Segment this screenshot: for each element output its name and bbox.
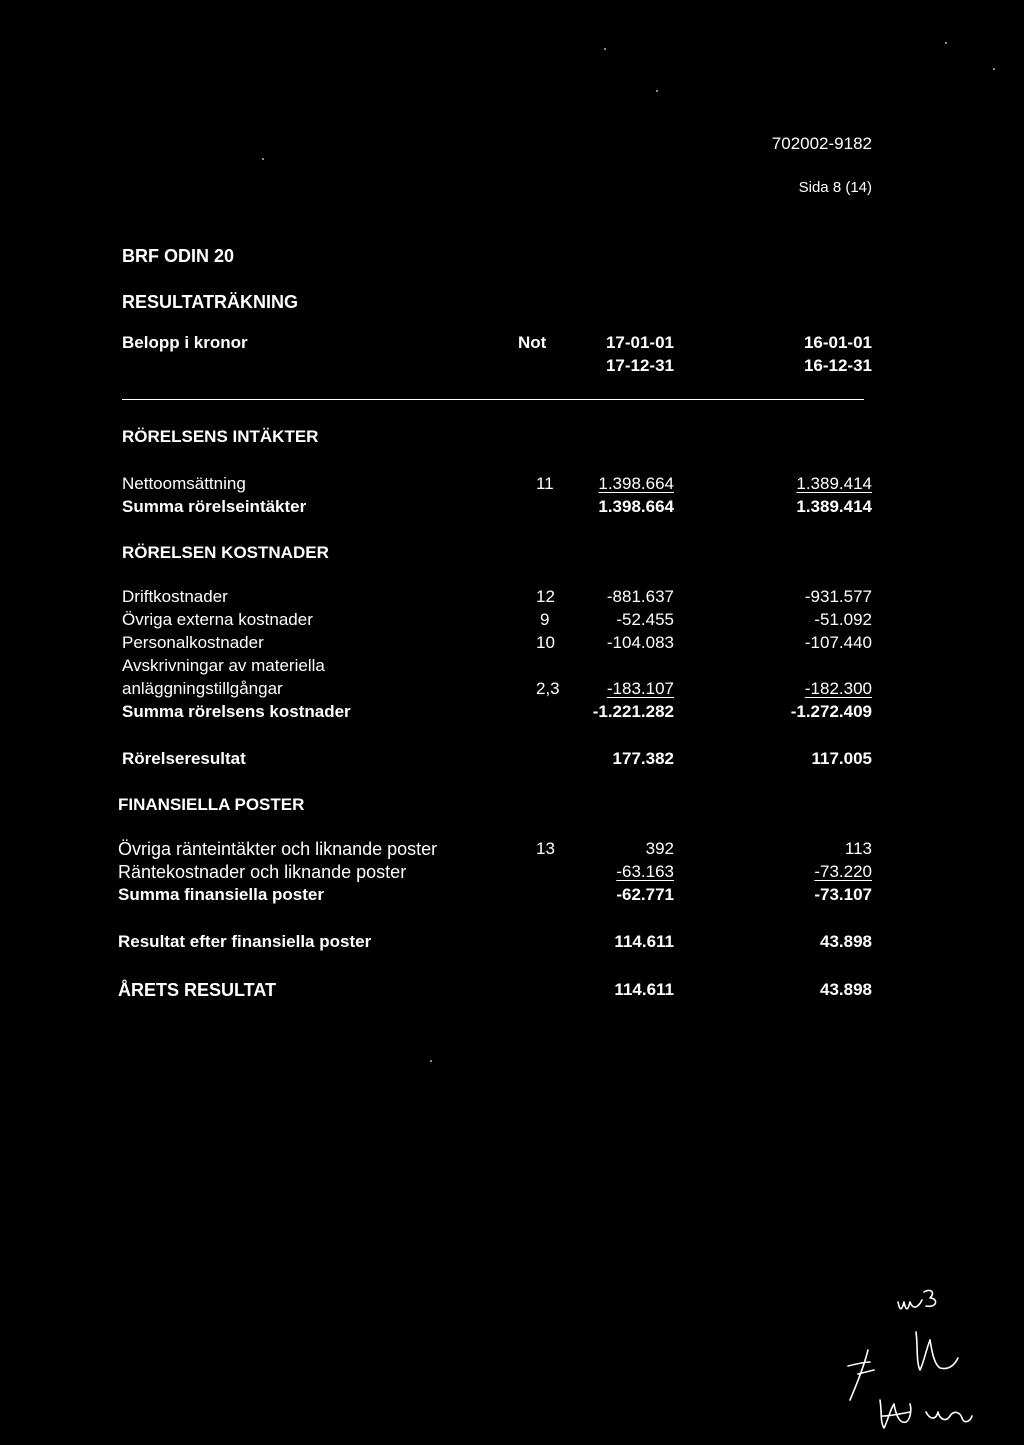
row-note: 13 [536,839,555,858]
row-previous: 1.389.414 [796,474,872,493]
page-label: Sida 8 (14) [798,179,872,196]
note-column-header: Not [518,333,547,352]
scan-speck [604,48,606,50]
operating-result-previous: 117.005 [811,749,872,768]
financial-heading: FINANSIELLA POSTER [118,795,305,814]
previous-period-to: 16-12-31 [803,356,872,375]
company-name: BRF ODIN 20 [122,246,235,266]
row-previous: -931.577 [804,587,872,606]
row-note: 12 [536,587,555,606]
scan-speck [430,1060,432,1062]
row-current: -183.107 [606,679,674,698]
current-period-to: 17-12-31 [605,356,674,375]
row-previous: -51.092 [814,610,872,629]
row-previous: -182.300 [804,679,872,698]
previous-period-from: 16-01-01 [803,333,872,352]
row-label: Räntekostnader och liknande poster [118,862,407,882]
org-number: 702002-9182 [771,134,872,153]
row-note: 2,3 [536,679,560,698]
row-previous: -107.440 [804,633,872,652]
result-after-financial-label: Resultat efter finansiella poster [118,932,372,951]
scan-speck [262,158,264,160]
row-current: 1.398.664 [598,497,674,516]
result-after-financial-previous: 43.898 [820,932,872,951]
row-previous: -73.107 [814,885,872,904]
year-result-previous: 43.898 [820,980,872,999]
row-note: 11 [536,474,554,493]
row-label: Driftkostnader [122,587,228,606]
income-heading: RÖRELSENS INTÄKTER [122,427,319,446]
current-period-from: 17-01-01 [605,333,674,352]
row-current: -1.221.282 [592,702,674,721]
operating-result-current: 177.382 [612,749,674,768]
operating-result-label: Rörelseresultat [122,749,246,768]
row-current: -52.455 [616,610,674,629]
row-label: Summa finansiella poster [118,885,324,904]
row-label: Avskrivningar av materiella [122,656,325,675]
row-current: 1.398.664 [598,474,674,493]
scan-speck [993,68,995,70]
scan-speck [945,42,947,44]
row-label: Övriga ränteintäkter och liknande poster [118,839,438,859]
report-title: RESULTATRÄKNING [122,292,298,312]
row-current: -104.083 [606,633,674,652]
row-label: Nettoomsättning [122,474,246,493]
costs-heading: RÖRELSEN KOSTNADER [122,543,329,562]
row-previous: 113 [844,839,872,858]
row-previous: -1.272.409 [790,702,872,721]
row-current: -881.637 [606,587,674,606]
year-result-current: 114.611 [614,980,674,999]
row-previous: -73.220 [814,862,872,881]
handwritten-signature [830,1270,1000,1440]
row-note: 10 [536,633,555,652]
row-current: -63.163 [616,862,674,881]
row-label: Personalkostnader [122,633,264,652]
year-result-label: ÅRETS RESULTAT [118,980,276,1000]
row-label: Summa rörelsens kostnader [122,702,351,721]
row-current: 392 [645,839,674,858]
row-label: Summa rörelseintäkter [122,497,307,516]
scan-speck [656,90,658,92]
row-current: -62.771 [616,885,674,904]
row-previous: 1.389.414 [796,497,872,516]
header-divider [122,399,864,400]
amount-label: Belopp i kronor [122,333,248,352]
result-after-financial-current: 114.611 [614,932,674,951]
row-label-continued: anläggningstillgångar [122,679,283,698]
row-note: 9 [540,610,550,629]
row-label: Övriga externa kostnader [122,610,313,629]
